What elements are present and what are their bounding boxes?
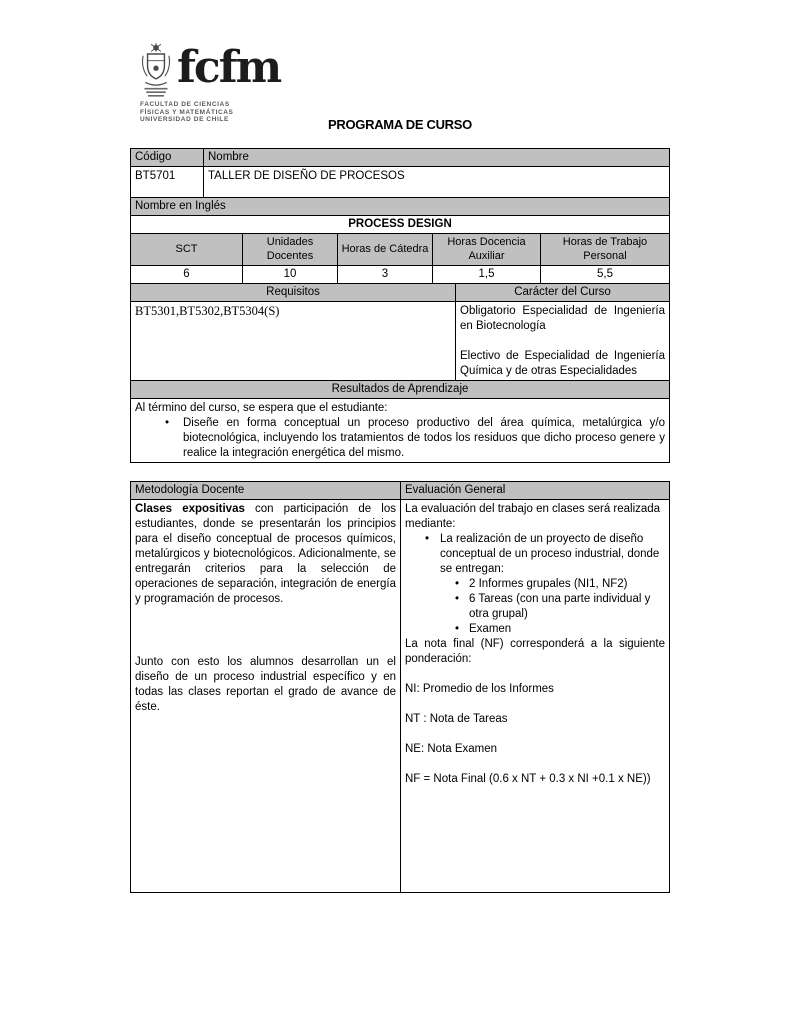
codigo-nombre-header-row [131, 149, 669, 167]
resultados-header-cell: Resultados de Aprendizaje [131, 381, 669, 398]
nombre-ingles-value-cell: PROCESS DESIGN [348, 218, 452, 230]
ne-definition: NE: Nota Examen [405, 743, 498, 755]
bullet-icon [165, 416, 183, 431]
caracter-curso-header-cell: Carácter del Curso [456, 284, 669, 301]
evaluacion-intro: La evaluación del trabajo en clases será realizada mediante: [405, 503, 661, 530]
methodology-evaluation-table [130, 481, 670, 893]
requisitos-header-cell: Requisitos [131, 284, 456, 301]
faculty-line-1: FACULTAD DE CIENCIAS [140, 101, 230, 108]
bullet-icon [455, 577, 469, 592]
bullet-icon [455, 622, 469, 637]
horas-trabajo-personal-value-cell: 5,5 [597, 268, 613, 280]
faculty-line-2: FÍSICAS Y MATEMÁTICAS [140, 108, 234, 116]
nombre-ingles-header-cell: Nombre en Inglés [131, 198, 669, 215]
codigo-value-cell: BT5701 [131, 167, 204, 197]
codigo-header-cell: Código [131, 149, 204, 166]
page-title: PROGRAMA DE CURSO [328, 117, 472, 132]
sub-bullet-informes: 2 Informes grupales (NI1, NF2) [469, 578, 628, 590]
resultados-bullet-item [135, 416, 665, 461]
resultados-content-row [131, 399, 669, 462]
requisitos-caracter-value-row [131, 302, 669, 381]
evaluacion-header-cell: Evaluación General [401, 482, 669, 499]
bullet-icon [455, 592, 469, 607]
metodologia-paragraph-1-bold: Clases expositivas [135, 503, 245, 515]
evaluacion-bullet-text: La realización de un proyecto de diseño conceptual de un proceso industrial, donde se entregan: [440, 533, 660, 575]
ni-definition: NI: Promedio de los Informes [405, 683, 554, 695]
fcfm-wordmark: fcfm [177, 42, 281, 93]
sub-bullet-tareas: 6 Tareas (con una parte individual y otra grupal) [469, 593, 651, 620]
requisitos-value-cell: BT5301,BT5302,BT5304(S) [131, 302, 456, 380]
sct-header-cell: SCT [131, 234, 243, 265]
resultados-header-row [131, 381, 669, 399]
nt-definition: NT : Nota de Tareas [405, 713, 508, 725]
evaluacion-sub-bullet-item [405, 622, 665, 637]
nombre-value-cell: TALLER DE DISEÑO DE PROCESOS [208, 170, 405, 182]
nombre-header-cell: Nombre [204, 149, 669, 166]
sct-value-cell: 6 [131, 266, 243, 283]
metodologia-paragraph-1 [135, 502, 396, 607]
bullet-icon [425, 532, 440, 547]
nombre-ingles-header-row [131, 198, 669, 216]
caracter-paragraph-electivo: Electivo de Especialidad de Ingeniería Química y de otras Especialidades [460, 350, 665, 377]
hours-value-row [131, 266, 669, 284]
evaluacion-bullet-item [405, 532, 665, 577]
horas-catedra-value-cell: 3 [338, 266, 433, 283]
metodologia-paragraph-1-rest: con participación de los estudiantes, donde se presentarán los principios para el diseño conceptual de procesos químicos, metalúrgicos y biotecnológicos. Adicionalmente, se entregarán criterios para la selección de operaciones de separación, integración de energía y programación de procesos. [135, 503, 396, 605]
caracter-curso-value-cell [456, 302, 669, 380]
horas-trabajo-personal-header-cell: Horas de Trabajo Personal [541, 234, 669, 265]
resultados-bullet-text: Diseñe en forma conceptual un proceso productivo del área química, metalúrgica y/o biotecnológica, incluyendo los tratamientos de todos los residuos que dicho proceso genere y realice la integración energética del mismo. [183, 417, 665, 459]
faculty-line-3: UNIVERSIDAD DE CHILE [140, 116, 229, 123]
university-crest-icon [140, 42, 172, 98]
evaluacion-content-cell [401, 500, 669, 892]
methodology-evaluation-header-row [131, 482, 669, 500]
caracter-paragraph-obligatorio: Obligatorio Especialidad de Ingeniería en Biotecnología [460, 305, 665, 332]
horas-docencia-auxiliar-header-cell: Horas Docencia Auxiliar [433, 234, 541, 265]
requisitos-caracter-header-row [131, 284, 669, 302]
document-content [130, 148, 670, 893]
nota-final-text: La nota final (NF) corresponderá a la siguiente ponderación: [405, 638, 665, 665]
nombre-ingles-value-row [131, 216, 669, 234]
course-info-table [130, 148, 670, 463]
metodologia-paragraph-2: Junto con esto los alumnos desarrollan un el diseño de un proceso industrial específico y en todas las clases reportan el grado de avance de éste. [135, 656, 396, 713]
nf-formula: NF = Nota Final (0.6 x NT + 0.3 x NI +0.1 x NE)) [405, 773, 651, 785]
resultados-content-cell [131, 399, 669, 462]
fcfm-logo [140, 42, 280, 124]
hours-header-row [131, 234, 669, 266]
unidades-docentes-header-cell: Unidades Docentes [243, 234, 338, 265]
horas-catedra-header-cell: Horas de Cátedra [338, 234, 433, 265]
evaluacion-sub-bullet-item [405, 592, 665, 622]
resultados-intro: Al término del curso, se espera que el estudiante: [135, 402, 388, 414]
methodology-evaluation-content-row [131, 500, 669, 892]
metodologia-content-cell [131, 500, 401, 892]
logo-row [140, 42, 280, 98]
sub-bullet-examen: Examen [469, 623, 512, 635]
unidades-docentes-value-cell: 10 [243, 266, 338, 283]
horas-docencia-auxiliar-value-cell: 1,5 [433, 266, 541, 283]
evaluacion-sub-bullet-item [405, 577, 665, 592]
codigo-nombre-value-row [131, 167, 669, 198]
metodologia-header-cell: Metodología Docente [131, 482, 401, 499]
